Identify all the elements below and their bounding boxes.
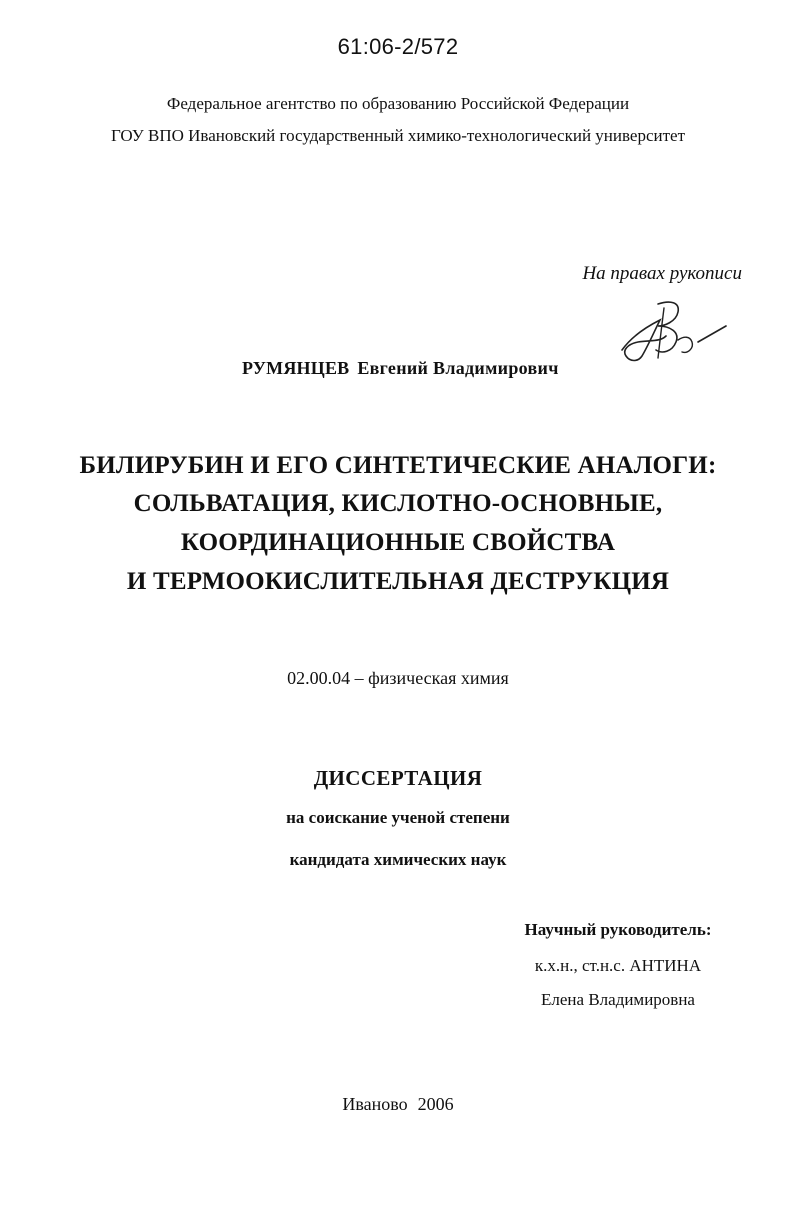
supervisor-rank: к.х.н., ст.н.с. АНТИНА (534, 956, 702, 975)
thesis-title-line: И ТЕРМООКИСЛИТЕЛЬНАЯ ДЕСТРУКЦИЯ (126, 568, 670, 595)
supervisor-name: Елена Владимировна (541, 990, 695, 1009)
thesis-title-line: СОЛЬВАТАЦИЯ, КИСЛОТНО-ОСНОВНЫЕ, (133, 490, 663, 517)
author-surname: РУМЯНЦЕВ (242, 358, 350, 378)
year: 2006 (417, 1094, 454, 1114)
agency-name: Федеральное агентство по образованию Российской Федерации (166, 94, 630, 113)
degree-line: на соискание ученой степени (286, 808, 510, 827)
author-given-names: Евгений Владимирович (357, 358, 559, 378)
archive-code: 61:06-2/572 (337, 34, 459, 59)
city-and-year (0, 1094, 796, 1115)
thesis-title-line: БИЛИРУБИН И ЕГО СИНТЕТИЧЕСКИЕ АНАЛОГИ: (79, 452, 717, 479)
author-name (242, 358, 559, 379)
work-type: ДИССЕРТАЦИЯ (313, 766, 483, 790)
university-name: ГОУ ВПО Ивановский государственный химико-технологический университет (110, 126, 686, 145)
city: Иваново (342, 1094, 408, 1114)
handwritten-signature (618, 296, 730, 374)
manuscript-note: На правах рукописи (582, 263, 742, 284)
degree-line: кандидата химических наук (289, 850, 507, 869)
supervisor-label: Научный руководитель: (524, 920, 712, 939)
thesis-title-line: КООРДИНАЦИОННЫЕ СВОЙСТВА (180, 529, 616, 556)
specialty-code: 02.00.04 – физическая химия (287, 668, 509, 688)
